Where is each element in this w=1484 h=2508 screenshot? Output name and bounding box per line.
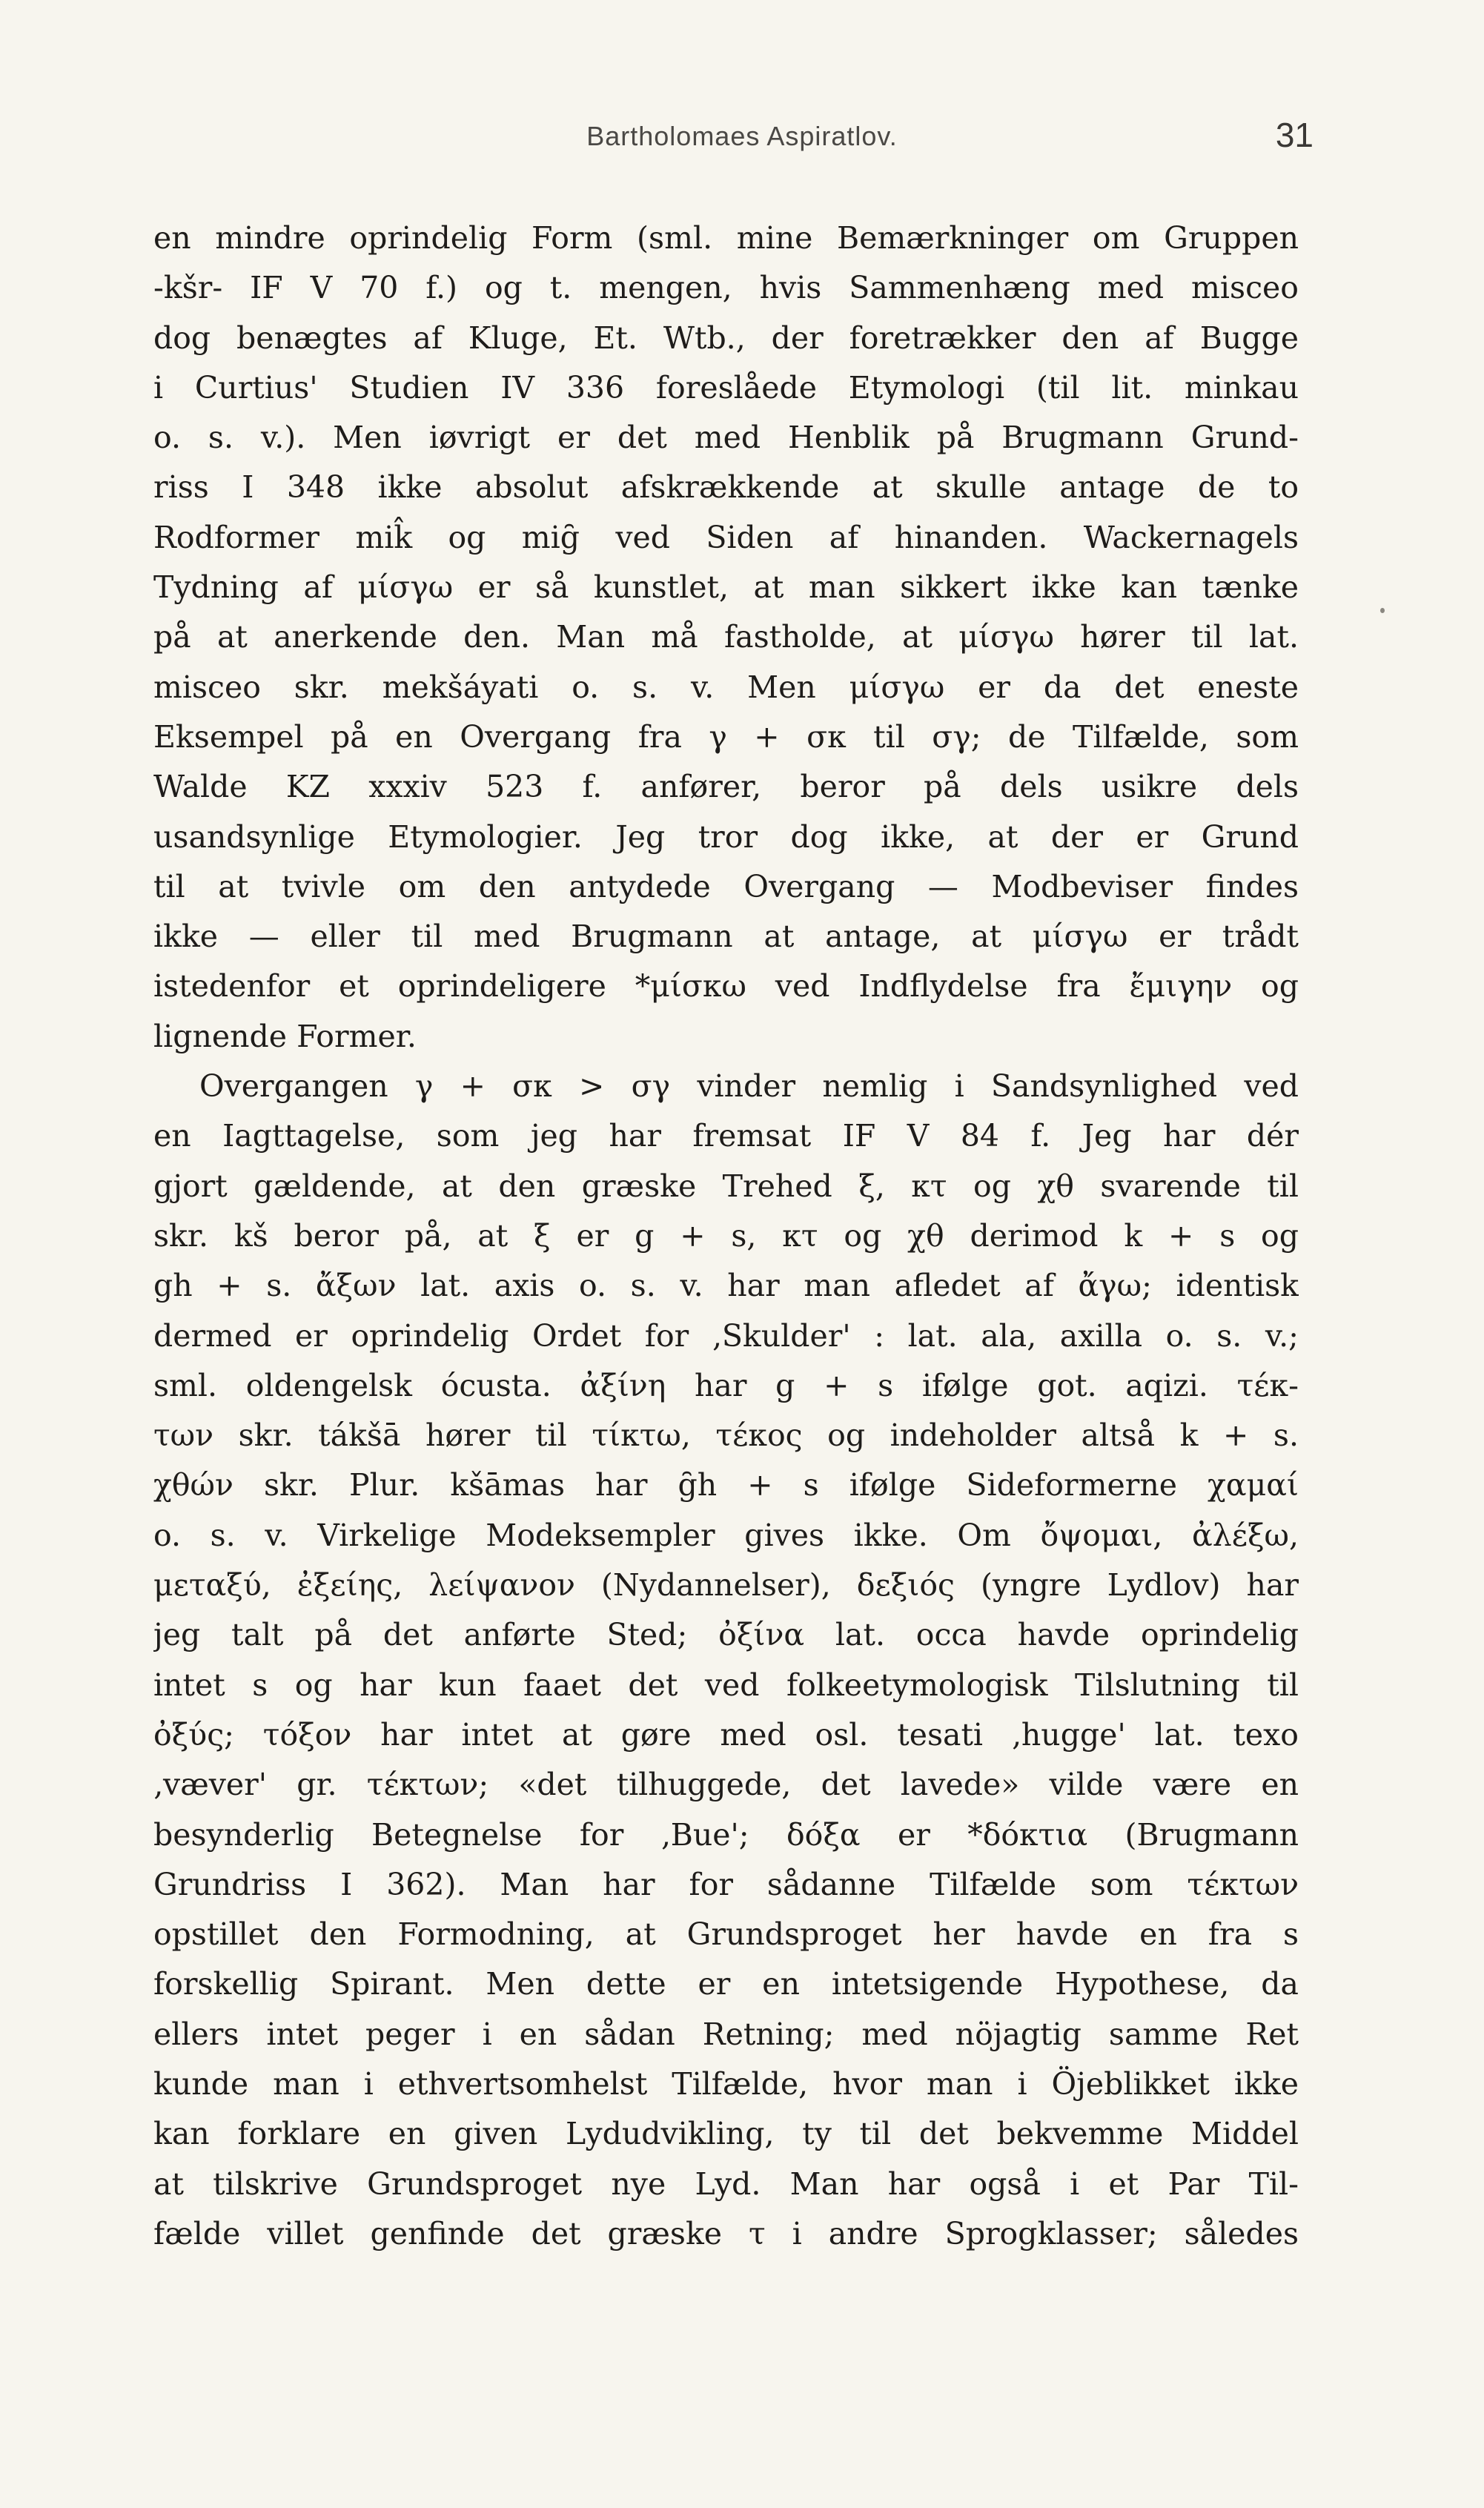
text-line: intet s og har kun faaet det ved folkeetymologisk Tilslutning til (153, 1667, 1299, 1703)
text-line: til at tvivle om den antydede Overgang — Modbeviser findes (153, 868, 1299, 904)
text-line: på at anerkende den. Man må fastholde, at μίσγω hører til lat. (153, 619, 1299, 655)
text-line: χθών skr. Plur. kšāmas har g̑h + s ifølge Sideformerne χαμαί (153, 1467, 1299, 1503)
text-line: istedenfor et oprindeligere *μίσκω ved Indflydelse fra ἔμιγην og (153, 968, 1299, 1005)
text-line: misceo skr. mekšáyati o. s. v. Men μίσγω er da det eneste (153, 669, 1299, 705)
text-line: kunde man i ethvertsomhelst Tilfælde, hvor man i Öjeblikket ikke (153, 2065, 1299, 2102)
text-line: lignende Former. (153, 1018, 417, 1054)
text-line: Grundriss I 362). Man har for sådanne Tilfælde som τέκτων (153, 1866, 1299, 1902)
text-line: ὀξύς; τόξον har intet at gøre med osl. tesati ‚hugge' lat. texo (153, 1716, 1299, 1753)
text-line: sml. oldengelsk ócusta. ἀξίνη har g + s ifølge got. aqizi. τέκ- (153, 1367, 1299, 1403)
text-line: en mindre oprindelig Form (sml. mine Bemærkninger om Gruppen (153, 220, 1299, 256)
body-text (153, 214, 1299, 2259)
text-line: μεταξύ, ἐξείης, λείψανον (Nydannelser), δεξιός (yngre Lydlov) har (153, 1567, 1299, 1604)
text-line: ellers intet peger i en sådan Retning; med nöjagtig samme Ret (153, 2016, 1299, 2052)
text-line: o. s. v. Virkelige Modeksempler gives ikke. Om ὄψομαι, ἀλέξω, (153, 1517, 1299, 1553)
text-line: o. s. v.). Men iøvrigt er det med Henblik på Brugmann Grund- (153, 420, 1299, 456)
text-line: skr. kš beror på, at ξ er g + s, κτ og χθ derimod k + s og (153, 1217, 1299, 1254)
text-line: i Curtius' Studien IV 336 foreslåede Etymologi (til lit. minkau (153, 369, 1299, 406)
text-line: gjort gældende, at den græske Trehed ξ, κτ og χθ svarende til (153, 1168, 1299, 1204)
running-title: Bartholomaes Aspiratlov. (586, 121, 898, 151)
text-line: -kšr- IF V 70 f.) og t. mengen, hvis Sammenhæng med misceo (153, 270, 1299, 306)
text-line: ikke — eller til med Brugmann at antage, at μίσγω er trådt (153, 919, 1299, 955)
text-line: Rodformer mik̂ og mig̑ ved Siden af hinanden. Wackernagels (153, 519, 1299, 555)
text-line: forskellig Spirant. Men dette er en intetsigende Hypothese, da (153, 1966, 1299, 2002)
text-line: ‚væver' gr. τέκτων; «det tilhuggede, det lavede» vilde være en (153, 1767, 1299, 1803)
text-line: opstillet den Formodning, at Grundsproget her havde en fra s (153, 1916, 1299, 1953)
text-line: fælde villet genfinde det græske τ i andre Sprogklasser; således (153, 2215, 1299, 2251)
text-line: at tilskrive Grundsproget nye Lyd. Man har også i et Par Til- (153, 2165, 1299, 2202)
text-line: en Iagttagelse, som jeg har fremsat IF V 84 f. Jeg har dér (153, 1118, 1299, 1154)
text-line: riss I 348 ikke absolut afskrækkende at skulle antage de to (153, 469, 1299, 506)
text-line: Overgangen γ + σκ > σγ vinder nemlig i Sandsynlighed ved (199, 1068, 1299, 1105)
paper-speck (1380, 608, 1385, 613)
text-line: jeg talt på det anførte Sted; ὀξίνα lat. occa havde oprindelig (153, 1617, 1299, 1653)
text-line: Eksempel på en Overgang fra γ + σκ til σγ; de Tilfælde, som (153, 718, 1299, 755)
text-line: gh + s. ἄξων lat. axis o. s. v. har man afledet af ἄγω; identisk (153, 1268, 1299, 1304)
text-line: των skr. tákšā hører til τίκτω, τέκος og indeholder altså k + s. (153, 1417, 1299, 1454)
page-number: 31 (1275, 116, 1314, 154)
text-line: dermed er oprindelig Ordet for ‚Skulder' : lat. ala, axilla o. s. v.; (153, 1317, 1299, 1354)
text-line: Tydning af μίσγω er så kunstlet, at man sikkert ikke kan tænke (153, 569, 1299, 606)
text-line: dog benægtes af Kluge, Et. Wtb., der foretrækker den af Bugge (153, 320, 1299, 356)
text-line: kan forklare en given Lydudvikling, ty til det bekvemme Middel (153, 2116, 1299, 2152)
text-line: Walde KZ xxxiv 523 f. anfører, beror på dels usikre dels (153, 769, 1299, 805)
text-line: besynderlig Betegnelse for ‚Bue'; δόξα er *δόκτια (Brugmann (153, 1816, 1299, 1853)
text-line: usandsynlige Etymologier. Jeg tror dog ikke, at der er Grund (153, 818, 1299, 855)
